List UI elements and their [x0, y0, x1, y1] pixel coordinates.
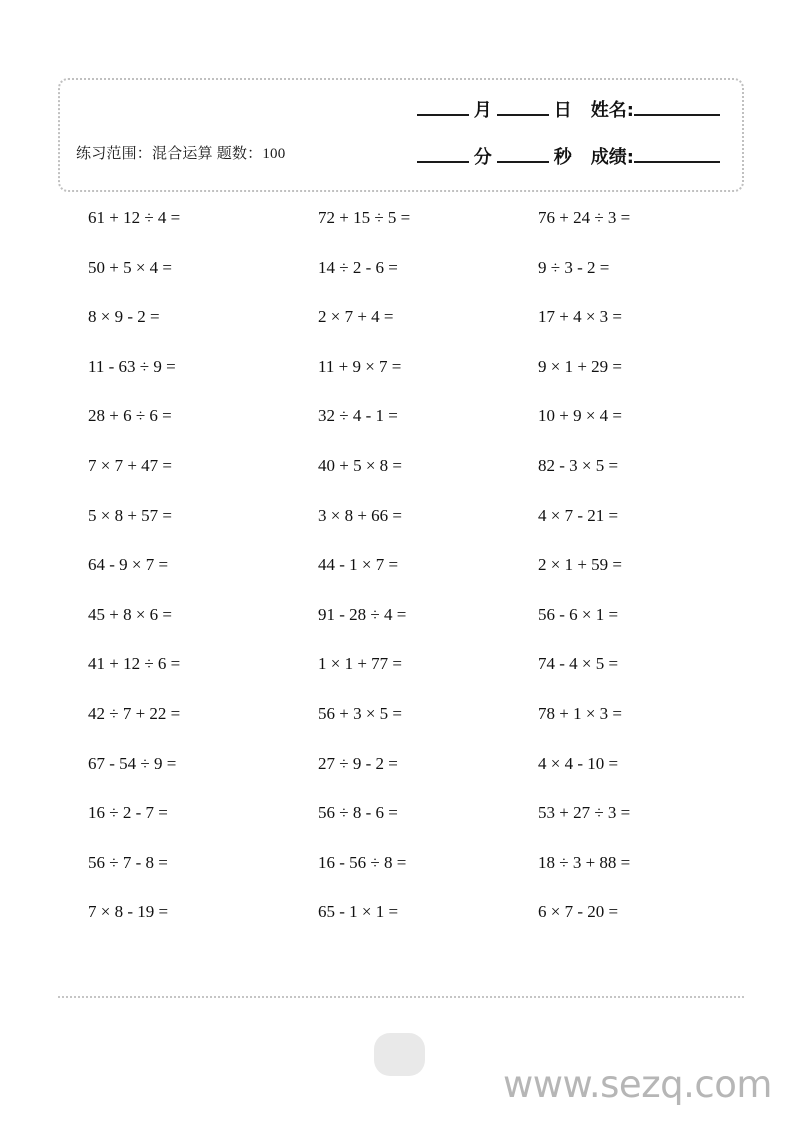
- problem-row: [0, 206, 800, 256]
- second-blank-line[interactable]: [497, 161, 549, 163]
- problem-expression[interactable]: 76 + 24 ÷ 3 =: [538, 208, 631, 227]
- problem-expression[interactable]: 6 × 7 - 20 =: [538, 902, 619, 922]
- month-blank-line[interactable]: [417, 114, 469, 116]
- problem-expression[interactable]: 91 - 28 ÷ 4 =: [318, 604, 407, 624]
- problem-expression[interactable]: 53 + 27 ÷ 3 =: [538, 803, 631, 823]
- score-label: 成绩:: [590, 147, 634, 168]
- problem-expression[interactable]: 2 × 1 + 59 =: [538, 555, 623, 575]
- second-label: 秒: [553, 147, 572, 168]
- minute-blank-line[interactable]: [417, 161, 469, 163]
- problem-expression[interactable]: 40 + 5 × 8 =: [318, 455, 403, 475]
- problem-expression[interactable]: 41 + 12 ÷ 6 =: [88, 654, 181, 674]
- problem-expression[interactable]: 64 - 9 × 7 =: [88, 555, 169, 575]
- problem-row: [0, 603, 800, 653]
- problem-expression[interactable]: 56 + 3 × 5 =: [318, 703, 403, 723]
- problem-row: [0, 900, 800, 950]
- problem-expression[interactable]: 14 ÷ 2 - 6 =: [318, 257, 398, 277]
- problem-expression[interactable]: 4 × 4 - 10 =: [538, 753, 619, 773]
- problem-expression[interactable]: 9 ÷ 3 - 2 =: [538, 257, 610, 277]
- problem-expression[interactable]: 11 + 9 × 7 =: [318, 356, 402, 376]
- name-blank-line[interactable]: [634, 114, 720, 116]
- problem-row: [0, 504, 800, 554]
- problem-row: [0, 355, 800, 405]
- problem-expression[interactable]: 7 × 7 + 47 =: [88, 455, 173, 475]
- problem-row: [0, 256, 800, 306]
- problem-expression[interactable]: 3 × 8 + 66 =: [318, 505, 403, 525]
- problem-expression[interactable]: 18 ÷ 3 + 88 =: [538, 852, 631, 872]
- problem-expression[interactable]: 9 × 1 + 29 =: [538, 356, 623, 376]
- day-label: 日: [553, 100, 572, 121]
- problem-expression[interactable]: 4 × 7 - 21 =: [538, 505, 619, 525]
- header-fields-group: [350, 96, 720, 183]
- problem-row: [0, 652, 800, 702]
- footer-logo-placeholder: [374, 1033, 425, 1076]
- problem-expression[interactable]: 32 ÷ 4 - 1 =: [318, 406, 398, 426]
- month-label: 月: [473, 100, 492, 121]
- problem-expression[interactable]: 10 + 9 × 4 =: [538, 406, 623, 426]
- problem-expression[interactable]: 11 - 63 ÷ 9 =: [88, 356, 176, 376]
- problem-expression[interactable]: 28 + 6 ÷ 6 =: [88, 406, 172, 426]
- problem-expression[interactable]: 72 + 15 ÷ 5 =: [318, 208, 411, 227]
- problem-row: [0, 305, 800, 355]
- problem-row: [0, 801, 800, 851]
- problem-row: [0, 851, 800, 901]
- site-watermark: www.sezq.com: [503, 1063, 772, 1106]
- footer-divider: [58, 996, 744, 998]
- minute-label: 分: [473, 147, 492, 168]
- time-field-row: [350, 143, 720, 183]
- worksheet-header-box: [58, 78, 744, 192]
- practice-info-label: 练习范围：混合运算 题数：100: [76, 146, 286, 162]
- problem-expression[interactable]: 56 ÷ 8 - 6 =: [318, 803, 398, 823]
- problem-expression[interactable]: 16 ÷ 2 - 7 =: [88, 803, 168, 823]
- problem-expression[interactable]: 56 ÷ 7 - 8 =: [88, 852, 168, 872]
- problem-row: [0, 752, 800, 802]
- problem-expression[interactable]: 78 + 1 × 3 =: [538, 703, 623, 723]
- problem-expression[interactable]: 16 - 56 ÷ 8 =: [318, 852, 407, 872]
- problem-expression[interactable]: 50 + 5 × 4 =: [88, 257, 173, 277]
- problem-expression[interactable]: 2 × 7 + 4 =: [318, 307, 394, 327]
- problem-expression[interactable]: 1 × 1 + 77 =: [318, 654, 403, 674]
- name-label: 姓名:: [590, 100, 634, 121]
- problem-expression[interactable]: 17 + 4 × 3 =: [538, 307, 623, 327]
- problem-row: [0, 404, 800, 454]
- score-blank-line[interactable]: [634, 161, 720, 163]
- problem-expression[interactable]: 42 ÷ 7 + 22 =: [88, 703, 181, 723]
- problem-expression[interactable]: 61 + 12 ÷ 4 =: [88, 208, 181, 227]
- problem-row: [0, 454, 800, 504]
- problem-expression[interactable]: 67 - 54 ÷ 9 =: [88, 753, 177, 773]
- problem-expression[interactable]: 82 - 3 × 5 =: [538, 455, 619, 475]
- problem-row: [0, 553, 800, 603]
- problem-row: [0, 702, 800, 752]
- date-field-row: [350, 96, 720, 136]
- day-blank-line[interactable]: [497, 114, 549, 116]
- problem-expression[interactable]: 8 × 9 - 2 =: [88, 307, 160, 327]
- problem-expression[interactable]: 5 × 8 + 57 =: [88, 505, 173, 525]
- problem-expression[interactable]: 44 - 1 × 7 =: [318, 555, 399, 575]
- problem-expression[interactable]: 65 - 1 × 1 =: [318, 902, 399, 922]
- problems-grid: [0, 206, 800, 950]
- problem-expression[interactable]: 7 × 8 - 19 =: [88, 902, 169, 922]
- problem-expression[interactable]: 27 ÷ 9 - 2 =: [318, 753, 398, 773]
- problem-expression[interactable]: 45 + 8 × 6 =: [88, 604, 173, 624]
- problem-expression[interactable]: 56 - 6 × 1 =: [538, 604, 619, 624]
- problem-expression[interactable]: 74 - 4 × 5 =: [538, 654, 619, 674]
